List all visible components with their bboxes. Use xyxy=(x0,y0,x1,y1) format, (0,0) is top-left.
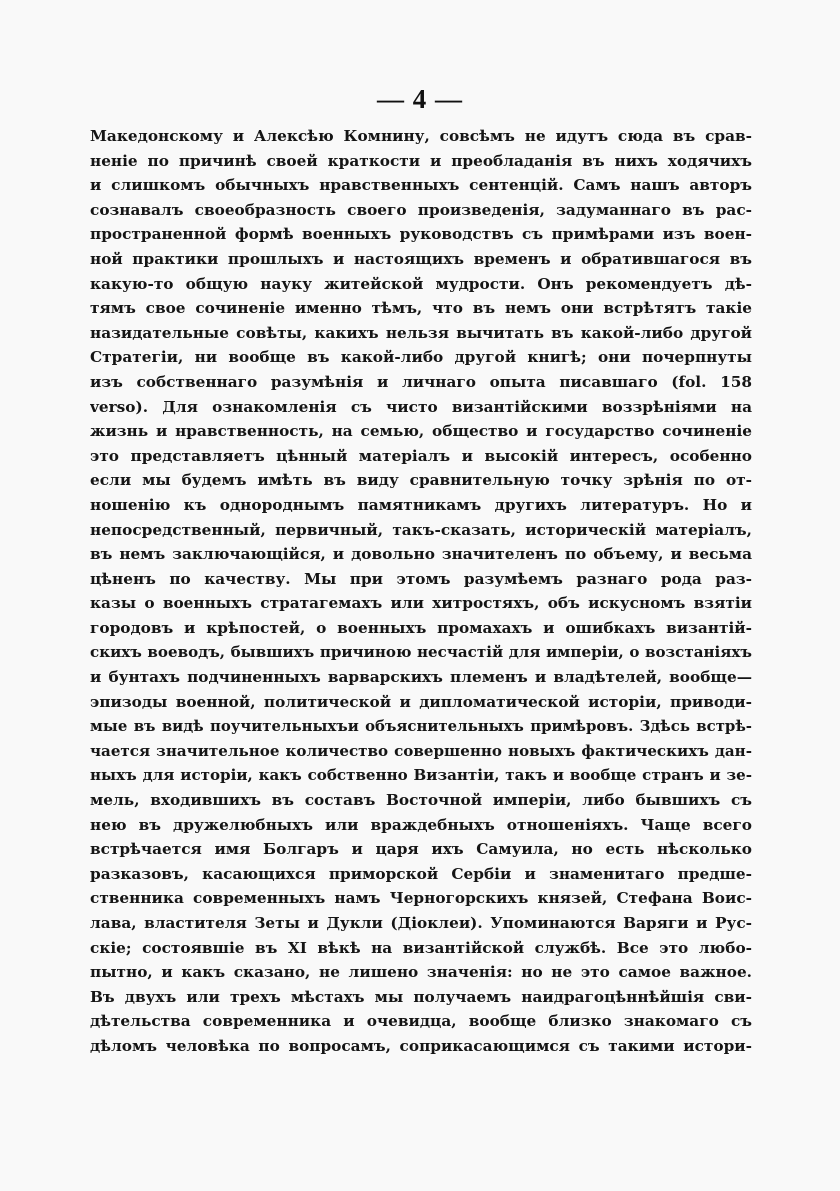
text-line: мель, входившихъ въ составъ Восточной имперіи, либо бывшихъ съ xyxy=(90,791,752,810)
text-line: это представляетъ цѣнный матеріалъ и высокій интересъ, особенно xyxy=(90,446,752,465)
text-line: городовъ и крѣпостей, о военныхъ промахахъ и ошибкахъ византій- xyxy=(90,618,752,637)
text-line: чается значительное количество совершенно новыхъ фактическихъ дан- xyxy=(90,741,752,760)
text-line: изъ собственнаго разумѣнія и личнаго опыта писавшаго (fol. 158 xyxy=(90,372,752,391)
text-line: разказовъ, касающихся приморской Сербіи и знаменитаго предше- xyxy=(90,864,752,883)
text-line: назидательные совѣты, какихъ нельзя вычитать въ какой-либо другой xyxy=(90,323,752,342)
page-number: — 4 — xyxy=(377,84,463,114)
text-line: пространенной формѣ военныхъ руководствъ съ примѣрами изъ воен- xyxy=(90,225,752,244)
text-line: въ немъ заключающійся, и довольно значителенъ по объему, и весьма xyxy=(90,545,752,564)
text-line: ношенію къ однороднымъ памятникамъ другихъ литературъ. Но и xyxy=(90,495,752,514)
text-line: Македонскому и Алексѣю Комнину, совсѣмъ не идутъ сюда въ срав- xyxy=(90,127,752,145)
text-line: скихъ воеводъ, бывшихъ причиною несчастій для имперіи, о возстаніяхъ xyxy=(90,643,752,662)
text-line: неніе по причинѣ своей краткости и преобладанія въ нихъ ходячихъ xyxy=(90,151,752,170)
text-line: непосредственный, первичный, такъ-сказать, историческій матеріалъ, xyxy=(90,520,752,539)
text-line: Въ двухъ или трехъ мѣстахъ мы получаемъ наидрагоцѣннѣйшія сви- xyxy=(90,987,752,1006)
text-line: verso). Для ознакомленія съ чисто византійскими воззрѣніями на xyxy=(90,397,752,416)
text-line: если мы будемъ имѣть въ виду сравнительную точку зрѣнія по от- xyxy=(90,471,752,490)
text-line: эпизоды военной, политической и дипломатической исторіи, приводи- xyxy=(90,692,752,711)
text-line: и слишкомъ обычныхъ нравственныхъ сентенцій. Самъ нашъ авторъ xyxy=(90,176,752,195)
text-line: цѣненъ по качеству. Мы при этомъ разумѣемъ разнаго рода раз- xyxy=(90,569,752,588)
text-line: скіе; состоявшіе въ XI вѣкѣ на византійской службѣ. Все это любо- xyxy=(90,938,752,957)
text-line: тямъ свое сочиненіе именно тѣмъ, что въ немъ они встрѣтятъ такіе xyxy=(90,299,752,318)
text-line: встрѣчается имя Болгаръ и царя ихъ Самуила, но есть нѣсколько xyxy=(90,840,752,859)
text-line: жизнь и нравственность, на семью, общество и государство сочиненіе xyxy=(90,422,752,441)
text-line: и бунтахъ подчиненныхъ варварскихъ племенъ и владѣтелей, вообще— xyxy=(90,668,752,687)
text-line: пытно, и какъ сказано, не лишено значенія: но не это самое важное. xyxy=(90,963,752,982)
text-line: мые въ видѣ поучительныхъи объяснительныхъ примѣровъ. Здѣсь встрѣ- xyxy=(90,717,752,736)
text-line: нею въ дружелюбныхъ или враждебныхъ отношеніяхъ. Чаще всего xyxy=(90,815,752,834)
text-line: казы о военныхъ стратагемахъ или хитростяхъ, объ искусномъ взятіи xyxy=(90,594,752,613)
text-line: Стратегіи, ни вообще въ какой-либо другой книгѣ; они почерпнуты xyxy=(90,348,752,367)
text-line: ной практики прошлыхъ и настоящихъ временъ и обратившагося въ xyxy=(90,249,752,268)
text-line: дѣломъ человѣка по вопросамъ, соприкасающимся съ такими истори- xyxy=(90,1036,752,1055)
text-line: какую-то общую науку житейской мудрости. Онъ рекомендуетъ дѣ- xyxy=(90,274,752,293)
text-line: ныхъ для исторіи, какъ собственно Византіи, такъ и вообще странъ и зе- xyxy=(90,766,752,785)
text-line: дѣтельства современника и очевидца, вообще близко знакомаго съ xyxy=(90,1012,752,1031)
text-line: лава, властителя Зеты и Дукли (Діоклеи). Упоминаются Варяги и Рус- xyxy=(90,914,752,932)
text-line: ственника современныхъ намъ Черногорскихъ князей, Стефана Воис- xyxy=(90,889,752,908)
text-line: сознавалъ своеобразность своего произведенія, задуманнаго въ рас- xyxy=(90,200,752,219)
body-text xyxy=(90,124,752,1059)
